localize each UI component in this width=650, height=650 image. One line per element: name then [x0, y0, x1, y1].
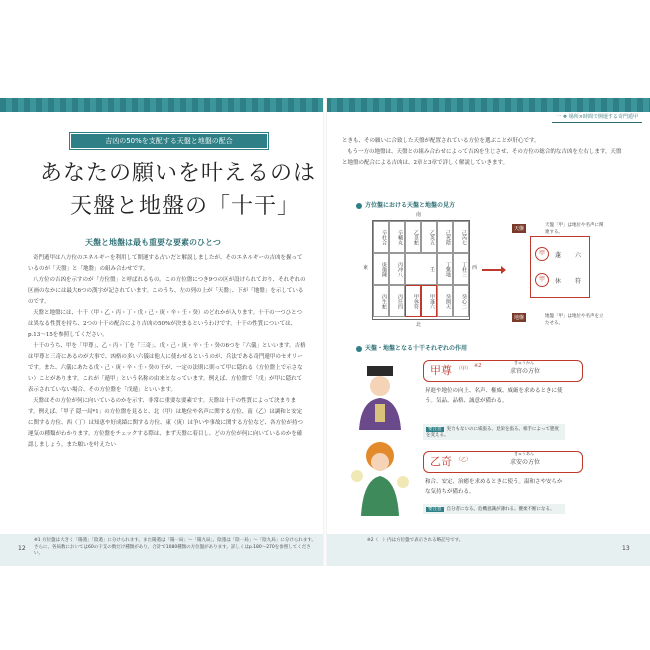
page-title [40, 156, 316, 220]
page-gutter [323, 98, 327, 566]
god-name: 甲尊 [430, 364, 452, 377]
grid-cell: 丁柱三 [453, 253, 469, 285]
paragraph: 八方位の吉凶を示すのが「方位盤」と呼ばれるもの。この方位盤につき9つの区が設けられており、それぞれの区画のなかには最大6つの漢字が記されています。このうち、左の列の上が「天盤」、下が「地盤」を示しているのです。 [28, 277, 306, 305]
god-star: ※2 [474, 363, 482, 369]
grid-cell: 丙冲八 [389, 253, 405, 285]
god-paren: （甲） [456, 366, 472, 372]
grid-cell: 乙英五 [421, 221, 437, 253]
chiban-note: 地盤「甲」は地位や名声を立たせる。 [545, 314, 604, 326]
paragraph: 奇門遁甲は八方位のエネルギーを利用して開運する占いだと解説しましたが、そのエネルギーの吉凶を握っているのが「天盤」と「地盤」の組み合わせです。 [28, 255, 303, 272]
page-number-right: 13 [622, 545, 630, 552]
lady-figure-illustration [345, 436, 415, 516]
header-band-left [0, 98, 325, 112]
right-intro [342, 136, 622, 169]
right-footnote: ※2（ ）内は方位盤で表示される略記号です。 [327, 534, 650, 566]
grid-cell: 丁驚地 [437, 253, 453, 285]
grid-cell-highlight: 甲休符 [405, 285, 421, 317]
god-reading: きゅうあん [514, 451, 534, 456]
grid-cell: 己死陰 [437, 221, 453, 253]
zoomed-cell [530, 236, 590, 298]
title-line-1: あなたの願いを叶えるのは [40, 161, 317, 186]
chiban-label: 地盤 [514, 315, 525, 321]
section-heading-2: 天盤・地盤となる十干それぞれの作用 [356, 343, 467, 352]
section-heading-1: 方位盤における天盤と地盤の見方 [356, 200, 455, 209]
god-warning [423, 424, 565, 440]
grid-cell: 己芮七 [453, 221, 469, 253]
paragraph: もう一方の地盤は、天盤との組み合わせによって吉凶を生じさせ、その方位の総合的な吉凶を左右します。天盤と地盤の配合による吉凶は、2章と3章で詳しく解説していきます。 [342, 149, 622, 166]
subtitle: 天盤と地盤は最も重要な要素のひとつ [85, 237, 221, 247]
section-badge: 吉凶の50%を支配する天盤と地盤の配合 [71, 134, 267, 148]
chiban-char: 甲 [535, 273, 549, 287]
dir-bottom: 北 [416, 322, 422, 328]
cell-char: 六 [575, 252, 582, 259]
god-paren: （乙） [456, 457, 472, 463]
grid-cell: 壬 [405, 253, 437, 285]
grid-cell: 癸開天 [437, 285, 453, 317]
god-description: 和合、安定、治癒を求めるときに使う。温和さや安らかな気持ちが備わる。 [425, 479, 563, 495]
god-role: 求官の方位 [510, 368, 541, 375]
grid-cell: 丙任四 [389, 285, 405, 317]
grid-cell: 丙生蛇 [373, 285, 389, 317]
grid-cell: 辛杜合 [373, 221, 389, 253]
paragraph: ときも、その願いに合致した天盤が配置されている方位を選ぶことが肝心です。 [342, 138, 540, 144]
dir-left: 東 [363, 265, 369, 271]
god-description: 昇進や地位の向上、名声、権威、威厳を求めるときに使う。気品、品格、誠意が備わる。 [425, 388, 563, 404]
god-name: 乙奇 [430, 455, 452, 468]
warning-label: 要注意 [428, 427, 442, 432]
god-reading: きゅうかん [514, 360, 534, 365]
direction-grid [372, 220, 470, 320]
bullet-icon [356, 203, 362, 209]
dir-top: 南 [416, 212, 422, 218]
god-role: 求安の方位 [510, 459, 541, 466]
left-footnote: ※1 方位盤は大きく「陽遁」「陰遁」に分けられます。また陽遁は「陽一局」〜「陽九局」、陰遁は「陰一局」〜「陰九局」に分けられます。さらに、各局数においては60の干支の数だけ種類があり、合計で1080種類の方位盤があります。詳しくはp.180〜270を参照してください。 [0, 534, 323, 566]
chapter-tag: 一 ❖ 場所×時間で開運する奇門遁甲 [552, 112, 642, 123]
warning-label: 要注意 [428, 507, 442, 512]
paragraph: 天盤と地盤には、十干（甲・乙・丙・丁・戊・己・庚・辛・壬・癸）のどれかが入ります。十干の一つひとつは異なる性質を持ち、2つの十干の配合により吉凶の50%が決まるというわけです。十干の性質については、p.13〜15を参照してください。 [28, 310, 302, 338]
tenban-note: 天盤「甲」は地位や名声に関連する。 [545, 223, 604, 235]
paragraph: 十干のうち、甲を「甲尊」、乙・丙・丁を「三奇」、戊・己・庚・辛・壬・癸の6つを「六儀」といいます。吉格は甲尊と三奇にあるのが大事で、凶格の多い六儀は他人に使わせるというのが、兵法である奇門遁甲のセオリーです。また、六儀にあたる戊・己・庚・辛・壬・癸の干が、一定の法則に則って甲に隠れる（方位盤上で示さない）ことがあります。これが「遁甲」という名称の由来となっています。例えば、方位盤で「戊」が甲に隠れて表示されていない場合、その方位盤を「戊遁」といいます。 [28, 343, 306, 393]
cell-char: 蓬 [555, 252, 562, 259]
official-figure-illustration [345, 360, 415, 430]
arrow-right-icon [482, 269, 502, 271]
grid-cell: 乙景蛇 [405, 221, 421, 253]
dir-right: 西 [472, 265, 478, 271]
cell-char: 休 [555, 278, 562, 285]
god-warning [423, 504, 565, 514]
tenban-char: 甲 [535, 247, 549, 261]
grid-cell-highlight: 甲蓬六 [421, 285, 437, 317]
title-line-2: 天盤と地盤の「十干」 [70, 194, 301, 219]
book-spread [0, 98, 650, 566]
header-band-right [325, 98, 650, 112]
bullet-icon [356, 346, 362, 352]
grid-cell: 辛輔丸 [389, 221, 405, 253]
cell-char: 符 [575, 278, 582, 285]
grid-cell: 癸心二 [453, 285, 469, 317]
tenban-label: 天盤 [514, 226, 525, 232]
grid-cell: 庚傷陳 [373, 253, 389, 285]
warning-text: 自分者になる。危機意識が薄れる。優柔不断になる。 [446, 507, 555, 512]
left-body-text [28, 253, 306, 451]
page-number-left: 12 [18, 545, 26, 552]
paragraph: 天盤はその方位が何に向いているのかを示す、非常に重要な要素です。天盤は十干の性質によって決まります。例えば、「甲子 隠一局*1」の方位盤を見ると、北（甲）は地位や名声に関する方位、南（乙）は調和と安定に関する方位、西（丁）は知恵や好成績に関する方位、東（庚）は争いや事故に関する方位など、各方位が持つ運気の種類がわかります。方位盤をチェックする際は、まず天盤に着目し、どの方位が何に向いているのかを確認しましょう。また願いを叶えたい [28, 398, 304, 448]
warning-text: 実力もないのに威張る。見栄を張る。相手によって態度を変える。 [426, 427, 559, 438]
